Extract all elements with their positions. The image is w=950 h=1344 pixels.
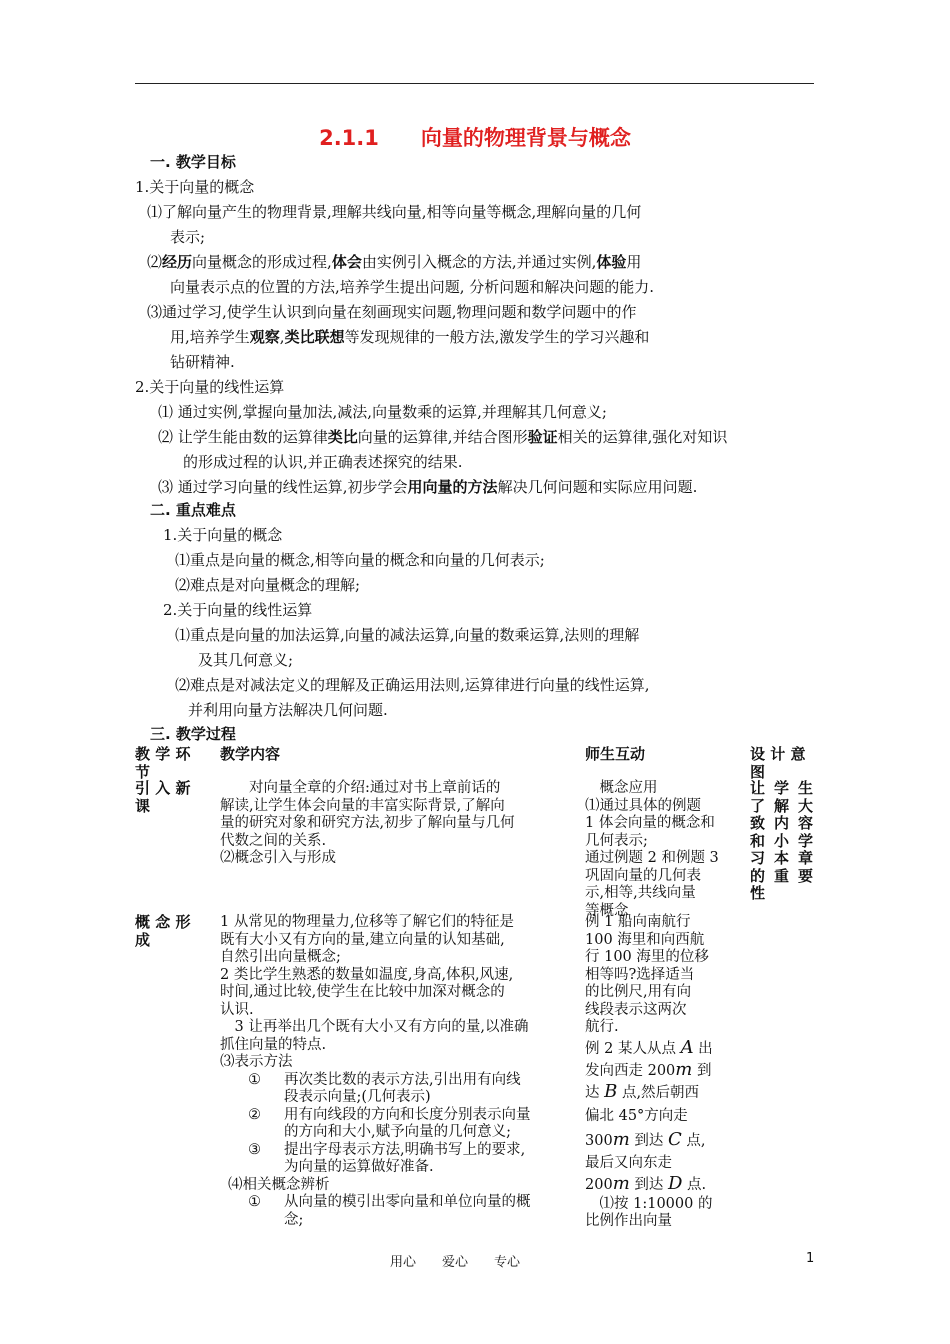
row2-stage: 概 念 形 成: [135, 913, 191, 949]
goal-1-3-line-b: 用,培养学生观察,类比联想等发现规律的一般方法,激发学生的学习兴趣和: [170, 328, 650, 346]
row1-design: [750, 780, 820, 903]
row1-design-col-1: 让 了 致 和 习 的 性: [750, 779, 766, 902]
key-2-title: 2.关于向量的线性运算: [163, 601, 313, 619]
list-item: ③ 提出字母表示方法,明确书写上的要求, 为向量的运算做好准备.: [248, 1141, 526, 1175]
goal-1-1-line-b: 表示;: [170, 228, 206, 246]
row1-stage: 引 入 新 课: [135, 779, 191, 815]
goal-2-1: ⑴ 通过实例,掌握向量加法,减法,向量数乘的运算,并理解其几何意义;: [158, 403, 607, 421]
goal-2-2-line-b: 的形成过程的认识,并正确表述探究的结果.: [183, 453, 463, 471]
row2-content: 1 从常见的物理量力,位移等了解它们的特征是 既有大小又有方向的量,建立向量的认知基础, 自然引出向量概念; 2 类比学生熟悉的数量如温度,身高,体积,风速, 时间,通过比较,使学生在比较中加深对概念的 认识. 3 让再举出几个既有大小又有方向的量,以准确 抓住向量的特点. ⑶表示方法 ① 再次类比数的表示方法,引出用有向线 段表示向量;(几何表示) ② 用有向线段的方向和长度分别表示向量 的方向和大小,赋予向量的几何意义; ③ 提出字母表示方法,明确书写上的要求, 为向量的运算做好准备. ⑷相关概念辨析 ① 从向量的模引出零向量和单位向量的概 念;: [220, 914, 575, 1229]
title-text: 向量的物理背景与概念: [420, 126, 631, 150]
row1-design-col-3: 生 大 容 学 章 要: [798, 779, 814, 885]
col-header-content: 教学内容: [220, 745, 281, 763]
section-heading-process: 三. 教学过程: [150, 725, 236, 743]
key-2-1-line-b: 及其几何意义;: [198, 651, 294, 669]
col-header-design: 设 计 意 图: [750, 745, 806, 781]
key-1-title: 1.关于向量的概念: [163, 526, 283, 544]
key-2-1-line-a: ⑴重点是向量的加法运算,向量的减法运算,向量的数乘运算,法则的理解: [175, 626, 640, 644]
row1-design-col-2: 学 解 内 小 本 重: [774, 779, 790, 885]
page-number: 1: [806, 1251, 815, 1266]
footer-motto: 用心 爱心 专心: [390, 1255, 521, 1270]
goal-1-3-line-c: 钻研精神.: [170, 353, 235, 371]
title-number: 2.1.1: [319, 126, 379, 150]
list-item: ② 用有向线段的方向和长度分别表示向量 的方向和大小,赋予向量的几何意义;: [248, 1106, 531, 1140]
row1-content: 对向量全章的介绍:通过对书上章前话的 解读,让学生体会向量的丰富实际背景,了解向 量的研究对象和研究方法,初步了解向量与几何 代数之间的关系. ⑵概念引入与形成: [220, 780, 515, 866]
key-1-1: ⑴重点是向量的概念,相等向量的概念和向量的几何表示;: [175, 551, 545, 569]
row2-interaction: 例 1 船向南航行 100 海里和向西航 行 100 海里的位移 相等吗?选择适当 的比例尺,用有向 线段表示这两次 航行. 例 2 某人从点 A 出 发向西走 200m 到 达 B 点,然后朝西 偏北 45°方向走 300m 到达 C 点, 最后又向东走 200m 到达 D 点. ⑴按 1:10000 的 比例作出向量: [585, 914, 713, 1229]
row1-interaction: 概念应用 ⑴通过具体的例题 1 体会向量的概念和 几何表示; 通过例题 2 和例题 3 巩固向量的几何表 示,相等,共线向量 等概念: [585, 780, 719, 919]
goal-1-2-line-a: ⑵经历向量概念的形成过程,体会由实例引入概念的方法,并通过实例,体验用: [147, 253, 642, 271]
goal-1-1-line-a: ⑴了解向量产生的物理背景,理解共线向量,相等向量等概念,理解向量的几何: [147, 203, 642, 221]
key-1-2: ⑵难点是对向量概念的理解;: [175, 576, 361, 594]
section-heading-keypoints: 二. 重点难点: [150, 501, 236, 519]
list-item: ① 再次类比数的表示方法,引出用有向线 段表示向量;(几何表示): [248, 1071, 521, 1105]
goal-2-title: 2.关于向量的线性运算: [135, 378, 285, 396]
col-header-interaction: 师生互动: [585, 745, 646, 763]
page-title: [0, 124, 950, 152]
key-2-2-line-a: ⑵难点是对减法定义的理解及正确运用法则,运算律进行向量的线性运算,: [175, 676, 650, 694]
goal-1-2-line-b: 向量表示点的位置的方法,培养学生提出问题, 分析问题和解决问题的能力.: [170, 278, 655, 296]
goal-1-title: 1.关于向量的概念: [135, 178, 255, 196]
goal-2-2-line-a: ⑵ 让学生能由数的运算律类比向量的运算律,并结合图形验证相关的运算律,强化对知识: [158, 428, 728, 446]
goal-1-3-line-a: ⑶通过学习,使学生认识到向量在刻画现实问题,物理问题和数学问题中的作: [147, 303, 637, 321]
header-rule: [135, 83, 814, 84]
section-heading-goals: 一. 教学目标: [150, 153, 236, 171]
goal-2-3: ⑶ 通过学习向量的线性运算,初步学会用向量的方法解决几何问题和实际应用问题.: [158, 478, 698, 496]
col-header-stage: 教 学 环 节: [135, 745, 191, 781]
key-2-2-line-b: 并利用向量方法解决几何问题.: [188, 701, 388, 719]
list-item: ① 从向量的模引出零向量和单位向量的概 念;: [248, 1194, 531, 1228]
